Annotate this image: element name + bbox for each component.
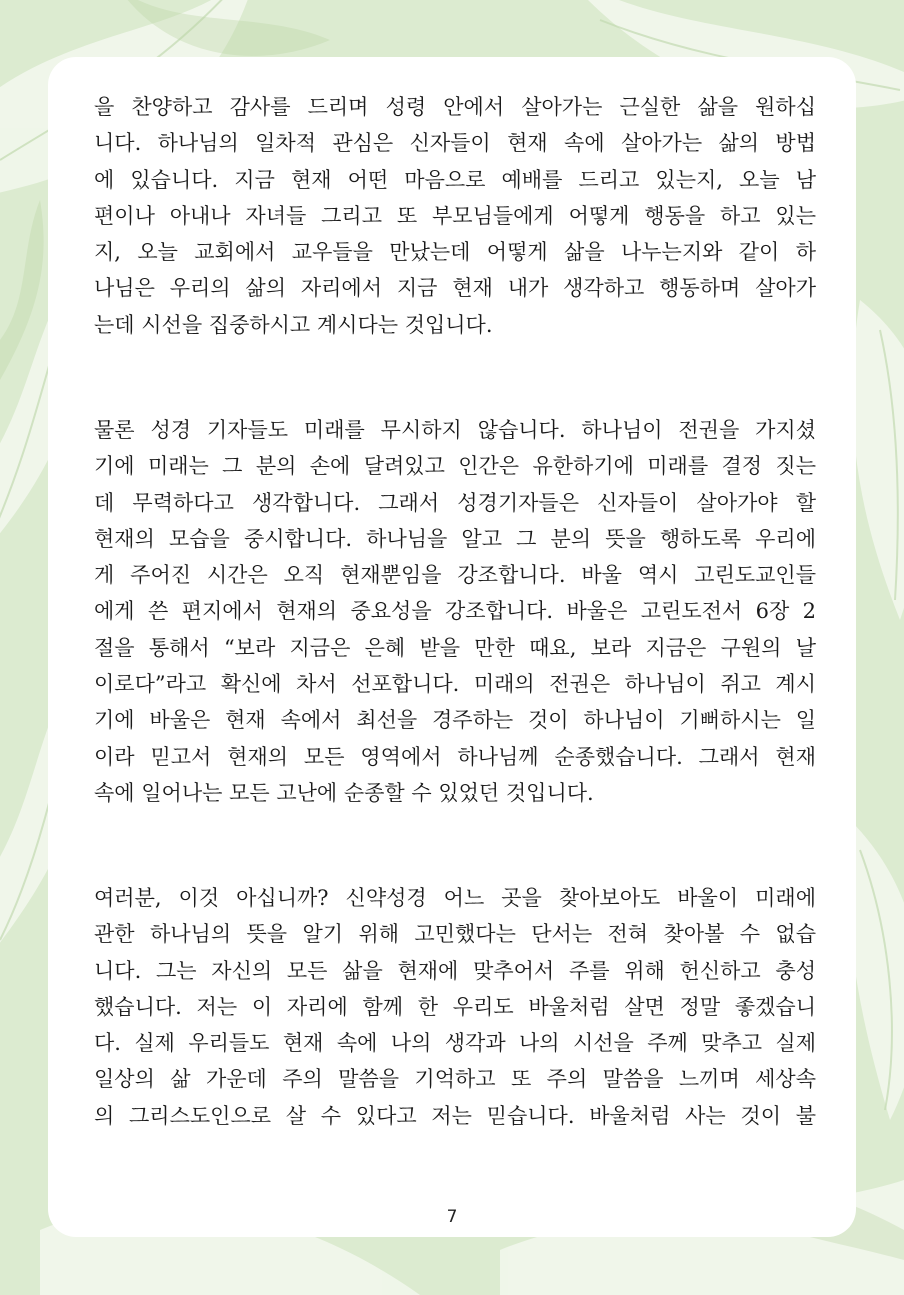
text-line: 게 주어진 시간은 오직 현재뿐임을 강조합니다. 바울 역시 고린도교인들 — [94, 563, 816, 588]
text-line: 관한 하나님의 뜻을 알기 위해 고민했다는 단서는 전혀 찾아볼 수 없습 — [94, 922, 816, 947]
text-line: 일상의 삶 가운데 주의 말씀을 기억하고 또 주의 말씀을 느끼며 세상속 — [94, 1067, 816, 1092]
text-line: 을 찬양하고 감사를 드리며 성령 안에서 살아가는 근실한 삶을 원하십 — [94, 95, 816, 119]
text-line: 기에 바울은 현재 속에서 최선을 경주하는 것이 하나님이 기뻐하시는 일 — [94, 708, 816, 733]
text-line: 물론 성경 기자들도 미래를 무시하지 않습니다. 하나님이 전권을 가지셨 — [94, 418, 816, 442]
text-line: 현재의 모습을 중시합니다. 하나님을 알고 그 분의 뜻을 행하도록 우리에 — [94, 526, 816, 551]
text-line: 다. 실제 우리들도 현재 속에 나의 생각과 나의 시선을 주께 맞추고 실제 — [94, 1031, 816, 1056]
text-line: 에 있습니다. 지금 현재 어떤 마음으로 예배를 드리고 있는지, 오늘 남 — [94, 167, 816, 192]
text-line: 니다. 그는 자신의 모든 삶을 현재에 맞추어서 주를 위해 헌신하고 충성 — [94, 958, 816, 983]
text-line: 여러분, 이것 아십니까? 신약성경 어느 곳을 찾아보아도 바울이 미래에 — [94, 886, 816, 910]
text-line: 편이나 아내나 자녀들 그리고 또 부모님들에게 어떻게 행동을 하고 있는 — [94, 203, 816, 228]
text-line: 에게 쓴 편지에서 현재의 중요성을 강조합니다. 바울은 고린도전서 6장 2 — [94, 599, 816, 624]
text-line: 이로다”라고 확신에 차서 선포합니다. 미래의 전권은 하나님이 쥐고 계시 — [94, 672, 816, 697]
paragraph-3 — [94, 880, 816, 1134]
text-line: 기에 미래는 그 분의 손에 달려있고 인간은 유한하기에 미래를 결정 짓는 — [94, 454, 816, 479]
text-line: 했습니다. 저는 이 자리에 함께 한 우리도 바울처럼 살면 정말 좋겠습니 — [94, 994, 816, 1019]
text-line: 의 그리스도인으로 살 수 있다고 저는 믿습니다. 바울처럼 사는 것이 불 — [94, 1103, 816, 1128]
text-line: 는데 시선을 집중하시고 계시다는 것입니다. — [94, 312, 493, 337]
text-line: 나님은 우리의 삶의 자리에서 지금 현재 내가 생각하고 행동하며 살아가 — [94, 276, 816, 301]
paragraph-1 — [94, 89, 816, 343]
page-number: 7 — [446, 1207, 458, 1227]
text-line: 니다. 하나님의 일차적 관심은 신자들이 현재 속에 살아가는 삶의 방법 — [94, 131, 816, 156]
text-line: 데 무력하다고 생각합니다. 그래서 성경기자들은 신자들이 살아가야 할 — [94, 490, 816, 515]
text-line: 이라 믿고서 현재의 모든 영역에서 하나님께 순종했습니다. 그래서 현재 — [94, 744, 816, 769]
text-line: 속에 일어나는 모든 고난에 순종할 수 있었던 것입니다. — [94, 780, 594, 805]
text-line: 절을 통해서 “보라 지금은 은혜 받을 만한 때요, 보라 지금은 구원의 날 — [94, 635, 816, 660]
paragraph-2 — [94, 412, 816, 811]
text-line: 지, 오늘 교회에서 교우들을 만났는데 어떻게 삶을 나누는지와 같이 하 — [94, 240, 816, 265]
